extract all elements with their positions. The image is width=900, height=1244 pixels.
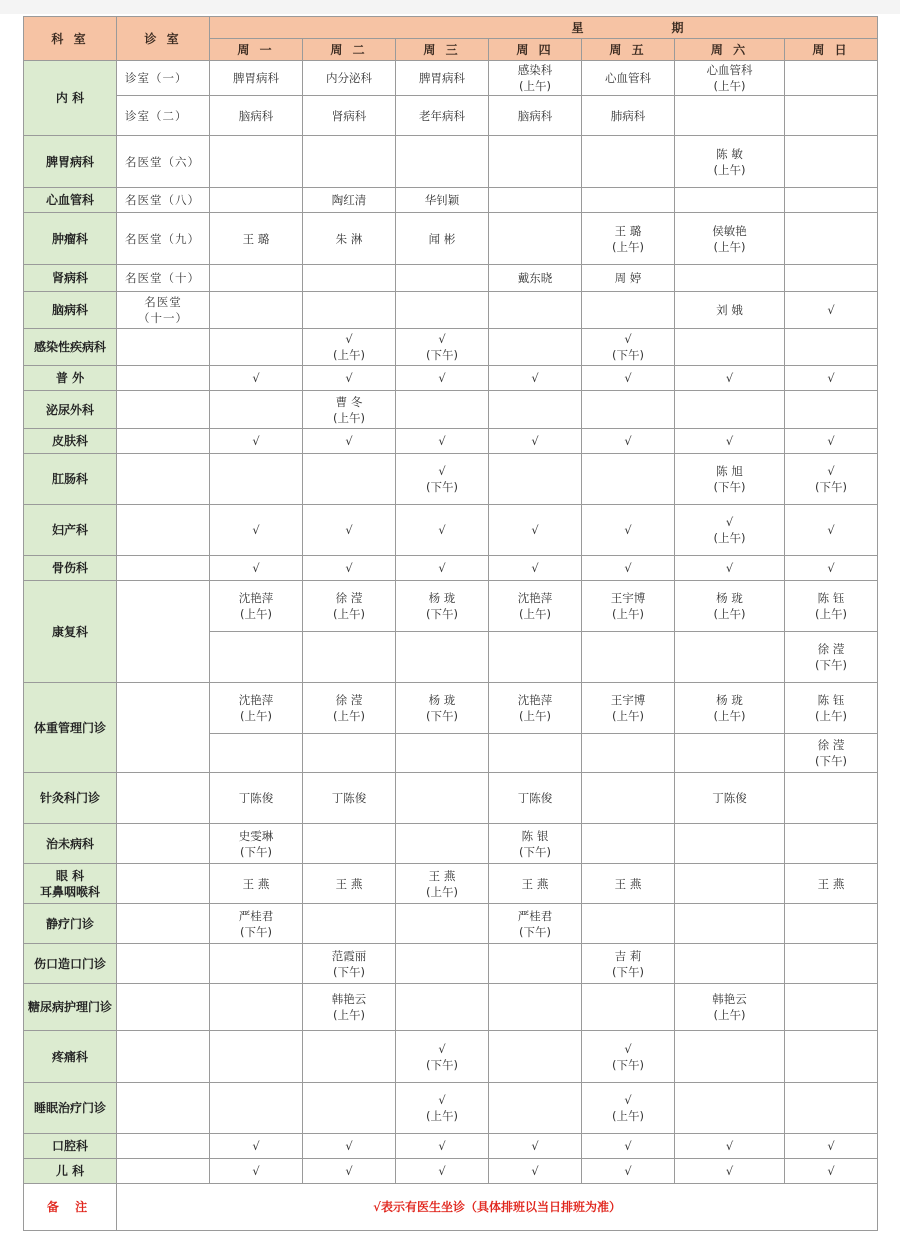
room-name: 名医堂（九） — [117, 213, 210, 265]
schedule-cell — [785, 136, 878, 188]
schedule-cell: √ — [303, 429, 396, 454]
schedule-cell: 王 燕 — [303, 864, 396, 904]
schedule-cell — [785, 213, 878, 265]
schedule-cell — [303, 904, 396, 944]
schedule-cell: 徐 滢 (下午) — [785, 632, 878, 683]
schedule-cell — [210, 136, 303, 188]
schedule-cell: √ — [582, 1134, 675, 1159]
schedule-cell: 严桂君 (下午) — [489, 904, 582, 944]
schedule-cell: 韩艳云 (上午) — [675, 984, 785, 1031]
schedule-cell — [675, 904, 785, 944]
schedule-cell — [675, 944, 785, 984]
schedule-cell — [303, 632, 396, 683]
schedule-cell — [785, 188, 878, 213]
schedule-cell — [582, 904, 675, 944]
schedule-cell — [675, 864, 785, 904]
dept-name: 康复科 — [24, 581, 117, 683]
schedule-cell — [303, 265, 396, 292]
schedule-cell — [210, 1031, 303, 1083]
schedule-cell: 徐 滢 (上午) — [303, 581, 396, 632]
schedule-cell: 严桂君 (下午) — [210, 904, 303, 944]
room-name — [117, 1083, 210, 1134]
schedule-cell: 杨 珑 (上午) — [675, 683, 785, 734]
top-margin-strip — [0, 0, 900, 14]
schedule-cell: √ — [582, 556, 675, 581]
dept-name: 口腔科 — [24, 1134, 117, 1159]
schedule-cell — [210, 734, 303, 773]
schedule-cell: 范霞丽 (下午) — [303, 944, 396, 984]
schedule-cell — [785, 1083, 878, 1134]
schedule-cell: √ — [785, 1159, 878, 1184]
room-name: 名医堂（八） — [117, 188, 210, 213]
schedule-cell — [303, 454, 396, 505]
schedule-cell: √ (上午) — [675, 505, 785, 556]
room-name — [117, 429, 210, 454]
schedule-cell: √ — [396, 556, 489, 581]
schedule-cell — [396, 292, 489, 329]
week-label-left: 星 — [571, 20, 584, 35]
schedule-cell: 丁陈俊 — [675, 773, 785, 824]
schedule-row — [24, 265, 878, 292]
schedule-cell: √ — [210, 505, 303, 556]
schedule-row — [24, 1083, 878, 1134]
schedule-cell — [303, 1031, 396, 1083]
schedule-cell: 王 璐 (上午) — [582, 213, 675, 265]
schedule-row — [24, 683, 878, 734]
schedule-cell: 杨 珑 (下午) — [396, 581, 489, 632]
room-name: 诊室（二） — [117, 96, 210, 136]
schedule-cell: √ (下午) — [396, 454, 489, 505]
schedule-cell — [582, 773, 675, 824]
schedule-row — [24, 984, 878, 1031]
schedule-cell — [210, 984, 303, 1031]
schedule-cell — [675, 188, 785, 213]
room-name — [117, 864, 210, 904]
schedule-cell — [582, 136, 675, 188]
schedule-cell — [785, 944, 878, 984]
schedule-cell: 杨 珑 (上午) — [675, 581, 785, 632]
schedule-cell — [210, 1083, 303, 1134]
schedule-row — [24, 213, 878, 265]
schedule-cell: √ — [396, 505, 489, 556]
schedule-cell: 史雯琳 (下午) — [210, 824, 303, 864]
schedule-cell: 陶红清 — [303, 188, 396, 213]
dept-name: 静疗门诊 — [24, 904, 117, 944]
room-name — [117, 581, 210, 683]
week-label-right: 期 — [671, 20, 684, 35]
schedule-cell: 华钊颖 — [396, 188, 489, 213]
room-name — [117, 366, 210, 391]
schedule-cell — [675, 329, 785, 366]
room-name — [117, 1031, 210, 1083]
schedule-cell: 杨 珑 (下午) — [396, 683, 489, 734]
dept-name: 感染性疾病科 — [24, 329, 117, 366]
schedule-cell: √ — [489, 556, 582, 581]
schedule-cell: √ (下午) — [785, 454, 878, 505]
schedule-cell — [489, 188, 582, 213]
schedule-cell: √ — [210, 556, 303, 581]
schedule-cell — [489, 1031, 582, 1083]
dept-name: 泌尿外科 — [24, 391, 117, 429]
room-name — [117, 904, 210, 944]
day-header-6: 周 六 — [675, 39, 785, 61]
schedule-cell — [489, 136, 582, 188]
day-header-5: 周 五 — [582, 39, 675, 61]
schedule-row — [24, 292, 878, 329]
room-name — [117, 773, 210, 824]
schedule-cell: √ — [210, 366, 303, 391]
schedule-cell: 王 燕 — [489, 864, 582, 904]
day-header-4: 周 四 — [489, 39, 582, 61]
schedule-cell — [396, 824, 489, 864]
schedule-cell: √ (下午) — [396, 329, 489, 366]
schedule-cell: 丁陈俊 — [489, 773, 582, 824]
schedule-cell: √ — [489, 1159, 582, 1184]
schedule-cell — [210, 329, 303, 366]
schedule-cell — [675, 1083, 785, 1134]
schedule-cell: √ — [210, 1159, 303, 1184]
day-header-7: 周 日 — [785, 39, 878, 61]
dept-name: 骨伤科 — [24, 556, 117, 581]
schedule-cell: √ — [303, 1134, 396, 1159]
schedule-cell: 韩艳云 (上午) — [303, 984, 396, 1031]
schedule-cell: 王 璐 — [210, 213, 303, 265]
schedule-row — [24, 1134, 878, 1159]
schedule-cell: √ — [675, 1134, 785, 1159]
schedule-cell: √ — [396, 429, 489, 454]
note-text: √表示有医生坐诊（具体排班以当日排班为准） — [117, 1184, 878, 1231]
schedule-cell: 肾病科 — [303, 96, 396, 136]
dept-name: 针灸科门诊 — [24, 773, 117, 824]
schedule-cell: √ — [582, 429, 675, 454]
schedule-cell: 脾胃病科 — [396, 61, 489, 96]
schedule-cell: 沈艳萍 (上午) — [489, 683, 582, 734]
schedule-cell — [785, 265, 878, 292]
schedule-cell: √ — [582, 1159, 675, 1184]
day-header-3: 周 三 — [396, 39, 489, 61]
schedule-cell: 丁陈俊 — [303, 773, 396, 824]
schedule-cell — [303, 136, 396, 188]
schedule-cell — [303, 824, 396, 864]
schedule-row — [24, 581, 878, 632]
schedule-cell: 朱 淋 — [303, 213, 396, 265]
schedule-cell: √ — [489, 429, 582, 454]
schedule-cell: √ — [396, 366, 489, 391]
dept-column-header: 科 室 — [24, 17, 117, 61]
schedule-cell: √ — [675, 366, 785, 391]
dept-name: 眼 科 耳鼻咽喉科 — [24, 864, 117, 904]
dept-name: 脑病科 — [24, 292, 117, 329]
schedule-row — [24, 556, 878, 581]
schedule-cell — [210, 188, 303, 213]
room-name — [117, 683, 210, 773]
schedule-cell: √ (下午) — [582, 1031, 675, 1083]
schedule-cell — [303, 1083, 396, 1134]
schedule-row — [24, 505, 878, 556]
schedule-cell: 陈 银 (下午) — [489, 824, 582, 864]
schedule-cell — [210, 632, 303, 683]
schedule-cell — [582, 188, 675, 213]
schedule-cell: 心血管科 — [582, 61, 675, 96]
schedule-cell: 王 燕 (上午) — [396, 864, 489, 904]
schedule-cell: 老年病科 — [396, 96, 489, 136]
room-name — [117, 391, 210, 429]
header-row — [24, 17, 878, 39]
dept-name: 疼痛科 — [24, 1031, 117, 1083]
schedule-row — [24, 96, 878, 136]
schedule-row — [24, 61, 878, 96]
dept-name: 脾胃病科 — [24, 136, 117, 188]
schedule-cell — [582, 734, 675, 773]
note-row — [24, 1184, 878, 1231]
dept-name: 肛肠科 — [24, 454, 117, 505]
schedule-cell: √ (下午) — [396, 1031, 489, 1083]
schedule-row — [24, 391, 878, 429]
schedule-cell — [489, 1083, 582, 1134]
schedule-cell — [396, 734, 489, 773]
schedule-cell: √ — [210, 429, 303, 454]
schedule-cell: √ — [210, 1134, 303, 1159]
schedule-cell: √ (下午) — [582, 329, 675, 366]
schedule-cell: √ — [489, 505, 582, 556]
schedule-cell — [396, 632, 489, 683]
schedule-cell: 沈艳萍 (上午) — [210, 683, 303, 734]
clinic-schedule-table — [23, 16, 878, 1231]
schedule-cell — [489, 632, 582, 683]
schedule-cell — [210, 292, 303, 329]
schedule-cell — [396, 984, 489, 1031]
dept-name: 肾病科 — [24, 265, 117, 292]
schedule-cell: 沈艳萍 (上午) — [210, 581, 303, 632]
dept-name: 睡眠治疗门诊 — [24, 1083, 117, 1134]
schedule-cell: 心血管科 (上午) — [675, 61, 785, 96]
schedule-cell: 王 燕 — [582, 864, 675, 904]
schedule-cell — [785, 904, 878, 944]
room-name — [117, 824, 210, 864]
schedule-cell — [396, 136, 489, 188]
schedule-cell: 戴东晓 — [489, 265, 582, 292]
schedule-cell: √ — [785, 556, 878, 581]
schedule-cell — [396, 391, 489, 429]
schedule-cell: √ — [785, 292, 878, 329]
schedule-cell — [675, 265, 785, 292]
room-name — [117, 556, 210, 581]
schedule-cell — [675, 1031, 785, 1083]
schedule-cell: √ — [303, 505, 396, 556]
schedule-row — [24, 1031, 878, 1083]
schedule-cell — [675, 632, 785, 683]
schedule-cell: 陈 钰 (上午) — [785, 581, 878, 632]
schedule-cell — [396, 944, 489, 984]
dept-name: 体重管理门诊 — [24, 683, 117, 773]
schedule-cell: 沈艳萍 (上午) — [489, 581, 582, 632]
schedule-cell — [785, 773, 878, 824]
schedule-cell: 肺病科 — [582, 96, 675, 136]
schedule-cell: 王 燕 — [785, 864, 878, 904]
day-header-1: 周 一 — [210, 39, 303, 61]
schedule-cell — [675, 734, 785, 773]
schedule-cell: √ — [675, 1159, 785, 1184]
schedule-cell — [489, 454, 582, 505]
schedule-row — [24, 904, 878, 944]
schedule-cell — [785, 329, 878, 366]
room-name: 名医堂（十） — [117, 265, 210, 292]
schedule-cell — [785, 96, 878, 136]
dept-name: 内 科 — [24, 61, 117, 136]
schedule-cell: 陈 钰 (上午) — [785, 683, 878, 734]
schedule-cell: √ — [396, 1159, 489, 1184]
schedule-row — [24, 864, 878, 904]
room-name: 名医堂 （十一） — [117, 292, 210, 329]
room-name — [117, 454, 210, 505]
schedule-cell: √ — [489, 366, 582, 391]
dept-name: 糖尿病护理门诊 — [24, 984, 117, 1031]
schedule-cell — [675, 96, 785, 136]
schedule-cell: 刘 娥 — [675, 292, 785, 329]
schedule-cell: 脾胃病科 — [210, 61, 303, 96]
schedule-cell — [489, 292, 582, 329]
schedule-cell: 陈 敏 (上午) — [675, 136, 785, 188]
schedule-cell — [489, 329, 582, 366]
schedule-cell: √ — [303, 556, 396, 581]
schedule-row — [24, 824, 878, 864]
schedule-row — [24, 1159, 878, 1184]
schedule-cell — [582, 292, 675, 329]
schedule-cell: √ — [785, 429, 878, 454]
dept-name: 妇产科 — [24, 505, 117, 556]
room-name — [117, 1134, 210, 1159]
room-name — [117, 1159, 210, 1184]
room-name: 名医堂（六） — [117, 136, 210, 188]
schedule-cell — [785, 824, 878, 864]
room-name: 诊室（一） — [117, 61, 210, 96]
schedule-cell: 曹 冬 (上午) — [303, 391, 396, 429]
schedule-cell: √ — [675, 429, 785, 454]
schedule-cell — [489, 213, 582, 265]
schedule-cell — [785, 984, 878, 1031]
schedule-cell — [785, 391, 878, 429]
dept-name: 治未病科 — [24, 824, 117, 864]
schedule-cell: 脑病科 — [210, 96, 303, 136]
dept-name: 普 外 — [24, 366, 117, 391]
schedule-row — [24, 454, 878, 505]
note-label: 备 注 — [24, 1184, 117, 1231]
dept-name: 肿瘤科 — [24, 213, 117, 265]
schedule-cell: √ — [303, 1159, 396, 1184]
schedule-row — [24, 429, 878, 454]
dept-name: 伤口造口门诊 — [24, 944, 117, 984]
week-column-header — [210, 17, 878, 39]
schedule-cell: √ (上午) — [582, 1083, 675, 1134]
schedule-row — [24, 773, 878, 824]
schedule-cell — [582, 454, 675, 505]
schedule-cell: 感染科 (上午) — [489, 61, 582, 96]
schedule-cell: √ — [303, 366, 396, 391]
schedule-row — [24, 188, 878, 213]
schedule-cell — [675, 824, 785, 864]
schedule-cell: 陈 旭 (下午) — [675, 454, 785, 505]
schedule-cell — [675, 391, 785, 429]
schedule-cell — [582, 391, 675, 429]
schedule-cell — [210, 265, 303, 292]
schedule-cell — [210, 391, 303, 429]
schedule-cell — [489, 734, 582, 773]
schedule-row — [24, 329, 878, 366]
schedule-cell: 闻 彬 — [396, 213, 489, 265]
room-name — [117, 984, 210, 1031]
schedule-cell: 侯敏艳 (上午) — [675, 213, 785, 265]
schedule-cell: 王宇博 (上午) — [582, 683, 675, 734]
dept-name: 儿 科 — [24, 1159, 117, 1184]
schedule-cell: 吉 莉 (下午) — [582, 944, 675, 984]
schedule-cell — [303, 292, 396, 329]
schedule-cell: √ — [675, 556, 785, 581]
schedule-cell: √ — [489, 1134, 582, 1159]
schedule-cell — [303, 734, 396, 773]
schedule-cell — [396, 773, 489, 824]
schedule-cell: 丁陈俊 — [210, 773, 303, 824]
schedule-cell — [210, 454, 303, 505]
schedule-cell — [489, 391, 582, 429]
dept-name: 皮肤科 — [24, 429, 117, 454]
dept-name: 心血管科 — [24, 188, 117, 213]
schedule-cell: √ — [396, 1134, 489, 1159]
schedule-cell: √ (上午) — [303, 329, 396, 366]
schedule-cell — [396, 265, 489, 292]
schedule-cell: 内分泌科 — [303, 61, 396, 96]
schedule-cell: √ — [785, 1134, 878, 1159]
schedule-cell — [396, 904, 489, 944]
schedule-cell: √ (上午) — [396, 1083, 489, 1134]
schedule-cell — [489, 944, 582, 984]
schedule-cell — [582, 824, 675, 864]
schedule-row — [24, 366, 878, 391]
schedule-cell: 王 燕 — [210, 864, 303, 904]
room-name — [117, 329, 210, 366]
room-name — [117, 505, 210, 556]
schedule-cell: 徐 滢 (上午) — [303, 683, 396, 734]
schedule-row — [24, 944, 878, 984]
schedule-cell: 徐 滢 (下午) — [785, 734, 878, 773]
schedule-cell — [785, 1031, 878, 1083]
schedule-cell: √ — [582, 505, 675, 556]
schedule-cell — [210, 944, 303, 984]
schedule-cell: 脑病科 — [489, 96, 582, 136]
room-name — [117, 944, 210, 984]
schedule-cell — [582, 632, 675, 683]
schedule-cell — [489, 984, 582, 1031]
schedule-cell — [785, 61, 878, 96]
schedule-cell: √ — [785, 505, 878, 556]
schedule-cell — [582, 984, 675, 1031]
schedule-cell: 王宇博 (上午) — [582, 581, 675, 632]
schedule-row — [24, 136, 878, 188]
day-header-2: 周 二 — [303, 39, 396, 61]
room-column-header: 诊 室 — [117, 17, 210, 61]
schedule-cell: 周 婷 — [582, 265, 675, 292]
schedule-cell: √ — [582, 366, 675, 391]
schedule-cell: √ — [785, 366, 878, 391]
